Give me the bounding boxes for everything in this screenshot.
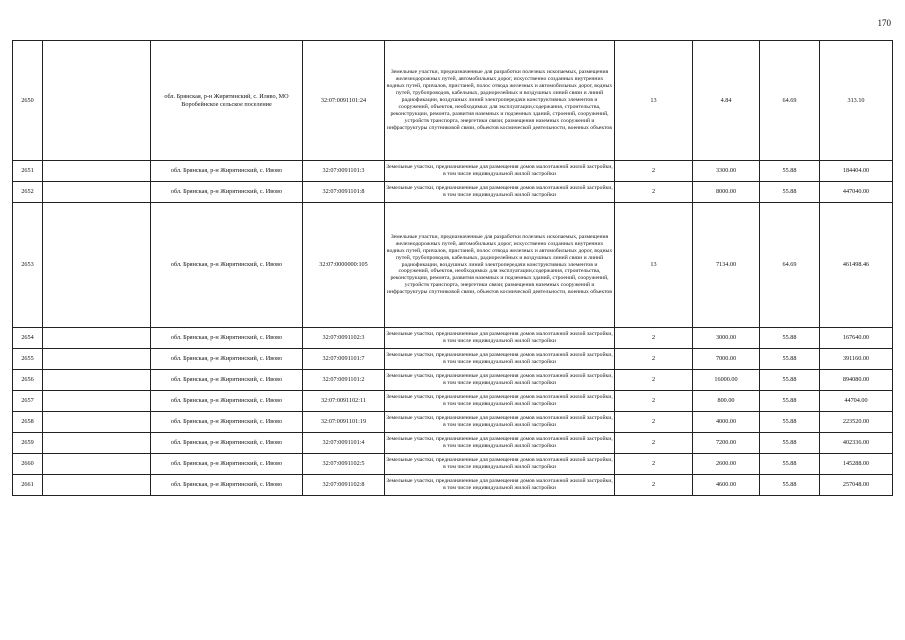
group-cell: 2 (615, 161, 693, 182)
cadastral-number-cell: 32:07:0091101:4 (303, 433, 385, 454)
group-cell: 2 (615, 412, 693, 433)
group-cell: 2 (615, 349, 693, 370)
area-cell: 7134.00 (693, 203, 760, 328)
blank-cell (43, 433, 151, 454)
cadastral-number-cell: 32:07:0091102:5 (303, 454, 385, 475)
blank-cell (43, 391, 151, 412)
table-row (13, 41, 893, 161)
table-row (13, 391, 893, 412)
table-row (13, 182, 893, 203)
cadastral-number-cell: 32:07:0091102:11 (303, 391, 385, 412)
area-cell: 16000.00 (693, 370, 760, 391)
land-use-cell: Земельные участки, предназначенные для размещения домов малоэтажной жилой застройки, в том числе индивидуальной жилой застройки (385, 370, 615, 391)
row-number-cell: 2659 (13, 433, 43, 454)
area-cell: 8000.00 (693, 182, 760, 203)
rate-cell: 55.88 (760, 328, 820, 349)
area-cell: 2600.00 (693, 454, 760, 475)
blank-cell (43, 454, 151, 475)
cadastral-number-cell: 32:07:0000000:105 (303, 203, 385, 328)
row-number-cell: 2661 (13, 475, 43, 496)
cadastral-number-cell: 32:07:0091101:7 (303, 349, 385, 370)
table-row (13, 370, 893, 391)
table-row (13, 328, 893, 349)
address-cell: обл. Брянская, р-н Жирятинский, с. Ивово (151, 391, 303, 412)
group-cell: 13 (615, 41, 693, 161)
address-cell: обл. Брянская, р-н Жирятинский, с. Ивово (151, 433, 303, 454)
area-cell: 800.00 (693, 391, 760, 412)
row-number-cell: 2652 (13, 182, 43, 203)
cadastral-value-cell: 184404.00 (820, 161, 893, 182)
rate-cell: 55.88 (760, 182, 820, 203)
rate-cell: 55.88 (760, 391, 820, 412)
cadastral-value-cell: 257048.00 (820, 475, 893, 496)
cadastral-value-cell: 447040.00 (820, 182, 893, 203)
blank-cell (43, 41, 151, 161)
land-use-cell: Земельные участки, предназначенные для размещения домов малоэтажной жилой застройки, в том числе индивидуальной жилой застройки (385, 475, 615, 496)
rate-cell: 55.88 (760, 433, 820, 454)
land-use-cell: Земельные участки, предназначенные для разработки полезных ископаемых, размещения железнодорожных путей, автомобильных дорог, искусственно созданных внутренних водных путей, причалов, пристаней, полос отвода железных и автомобильных дорог, водных путей, трубопроводов, кабельных, радиорелейных и воздушных линий связи и линий радиофикации, воздушных линий электропередачи конструктивных элементов и сооружений, объектов, необходимых для эксплуатации,содержания, строительства, реконструкции, ремонта, развития наземных и подземных зданий, строений, сооружений, устройств транспорта, энергетики связи; размещения наземных сооружений и инфраструктуры спутниковой связи, объектов космической деятельности, военных объектов (385, 203, 615, 328)
cadastral-value-cell: 894080.00 (820, 370, 893, 391)
blank-cell (43, 370, 151, 391)
row-number-cell: 2656 (13, 370, 43, 391)
page-number: 170 (877, 18, 891, 28)
area-cell: 4600.00 (693, 475, 760, 496)
group-cell: 2 (615, 454, 693, 475)
cadastral-value-cell: 391160.00 (820, 349, 893, 370)
table-row (13, 433, 893, 454)
blank-cell (43, 475, 151, 496)
table-row (13, 475, 893, 496)
area-cell: 3300.00 (693, 161, 760, 182)
cadastral-value-cell: 223520.00 (820, 412, 893, 433)
row-number-cell: 2654 (13, 328, 43, 349)
table-row (13, 349, 893, 370)
land-use-cell: Земельные участки, предназначенные для размещения домов малоэтажной жилой застройки, в том числе индивидуальной жилой застройки (385, 433, 615, 454)
blank-cell (43, 412, 151, 433)
land-use-cell: Земельные участки, предназначенные для разработки полезных ископаемых, размещения железнодорожных путей, автомобильных дорог, искусственно созданных внутренних водных путей, причалов, пристаней, полос отвода железных и автомобильных дорог, водных путей, трубопроводов, кабельных, радиорелейных и воздушных линий связи и линий радиофикации, воздушных линий электропередачи конструктивных элементов и сооружений, объектов, необходимых для эксплуатации,содержания, строительства, реконструкции, ремонта, развития наземных и подземных зданий, строений, сооружений, устройств транспорта, энергетики связи; размещения наземных сооружений и инфраструктуры спутниковой связи, объектов космической деятельности, военных объектов (385, 41, 615, 161)
cadastral-value-cell: 167640.00 (820, 328, 893, 349)
area-cell: 3000.00 (693, 328, 760, 349)
cadastral-number-cell: 32:07:0091101:19 (303, 412, 385, 433)
rate-cell: 55.88 (760, 412, 820, 433)
group-cell: 2 (615, 433, 693, 454)
cadastral-number-cell: 32:07:0091102:3 (303, 328, 385, 349)
table-row (13, 203, 893, 328)
group-cell: 2 (615, 475, 693, 496)
rate-cell: 64.69 (760, 41, 820, 161)
address-cell: обл. Брянская, р-н Жирятинский, с. Ивово (151, 475, 303, 496)
rate-cell: 55.88 (760, 454, 820, 475)
land-use-cell: Земельные участки, предназначенные для размещения домов малоэтажной жилой застройки, в том числе индивидуальной жилой застройки (385, 454, 615, 475)
land-use-cell: Земельные участки, предназначенные для размещения домов малоэтажной жилой застройки, в том числе индивидуальной жилой застройки (385, 349, 615, 370)
address-cell: обл. Брянская, р-н Жирятинский, с. Ивово (151, 182, 303, 203)
land-use-cell: Земельные участки, предназначенные для размещения домов малоэтажной жилой застройки, в том числе индивидуальной жилой застройки (385, 391, 615, 412)
rate-cell: 55.88 (760, 161, 820, 182)
blank-cell (43, 161, 151, 182)
land-use-cell: Земельные участки, предназначенные для размещения домов малоэтажной жилой застройки, в том числе индивидуальной жилой застройки (385, 182, 615, 203)
cadastral-number-cell: 32:07:0091102:8 (303, 475, 385, 496)
row-number-cell: 2658 (13, 412, 43, 433)
row-number-cell: 2651 (13, 161, 43, 182)
row-number-cell: 2653 (13, 203, 43, 328)
rate-cell: 55.88 (760, 370, 820, 391)
cadastral-number-cell: 32:07:0091101:8 (303, 182, 385, 203)
area-cell: 4.84 (693, 41, 760, 161)
cadastral-value-cell: 402336.00 (820, 433, 893, 454)
blank-cell (43, 328, 151, 349)
address-cell: обл. Брянская, р-н Жирятинский, с. Ивово (151, 161, 303, 182)
address-cell: обл. Брянская, р-н Жирятинский, с. Ивово (151, 349, 303, 370)
address-cell: обл. Брянская, р-н Жирятинский, с. Иляво, МО Воробейнское сельское поселение (151, 41, 303, 161)
table-row (13, 161, 893, 182)
blank-cell (43, 349, 151, 370)
group-cell: 2 (615, 328, 693, 349)
row-number-cell: 2655 (13, 349, 43, 370)
area-cell: 7000.00 (693, 349, 760, 370)
row-number-cell: 2657 (13, 391, 43, 412)
cadastral-number-cell: 32:07:0091101:3 (303, 161, 385, 182)
cadastral-number-cell: 32:07:0091101:24 (303, 41, 385, 161)
rate-cell: 64.69 (760, 203, 820, 328)
address-cell: обл. Брянская, р-н Жирятинский, с. Ивово (151, 412, 303, 433)
land-use-cell: Земельные участки, предназначенные для размещения домов малоэтажной жилой застройки, в том числе индивидуальной жилой застройки (385, 328, 615, 349)
group-cell: 13 (615, 203, 693, 328)
cadastral-value-cell: 461498.46 (820, 203, 893, 328)
rate-cell: 55.88 (760, 475, 820, 496)
address-cell: обл. Брянская, р-н Жирятинский, с. Ивово (151, 203, 303, 328)
address-cell: обл. Брянская, р-н Жирятинский, с. Ивово (151, 370, 303, 391)
land-use-cell: Земельные участки, предназначенные для размещения домов малоэтажной жилой застройки, в том числе индивидуальной жилой застройки (385, 412, 615, 433)
land-use-cell: Земельные участки, предназначенные для размещения домов малоэтажной жилой застройки, в том числе индивидуальной жилой застройки (385, 161, 615, 182)
blank-cell (43, 182, 151, 203)
row-number-cell: 2660 (13, 454, 43, 475)
land-registry-table (12, 40, 893, 496)
group-cell: 2 (615, 182, 693, 203)
area-cell: 7200.00 (693, 433, 760, 454)
cadastral-value-cell: 313.10 (820, 41, 893, 161)
cadastral-value-cell: 145288.00 (820, 454, 893, 475)
cadastral-number-cell: 32:07:0091101:2 (303, 370, 385, 391)
row-number-cell: 2650 (13, 41, 43, 161)
blank-cell (43, 203, 151, 328)
table-row (13, 412, 893, 433)
table-row (13, 454, 893, 475)
address-cell: обл. Брянская, р-н Жирятинский, с. Ивово (151, 454, 303, 475)
group-cell: 2 (615, 391, 693, 412)
rate-cell: 55.88 (760, 349, 820, 370)
cadastral-value-cell: 44704.00 (820, 391, 893, 412)
area-cell: 4000.00 (693, 412, 760, 433)
group-cell: 2 (615, 370, 693, 391)
address-cell: обл. Брянская, р-н Жирятинский, с. Ивово (151, 328, 303, 349)
